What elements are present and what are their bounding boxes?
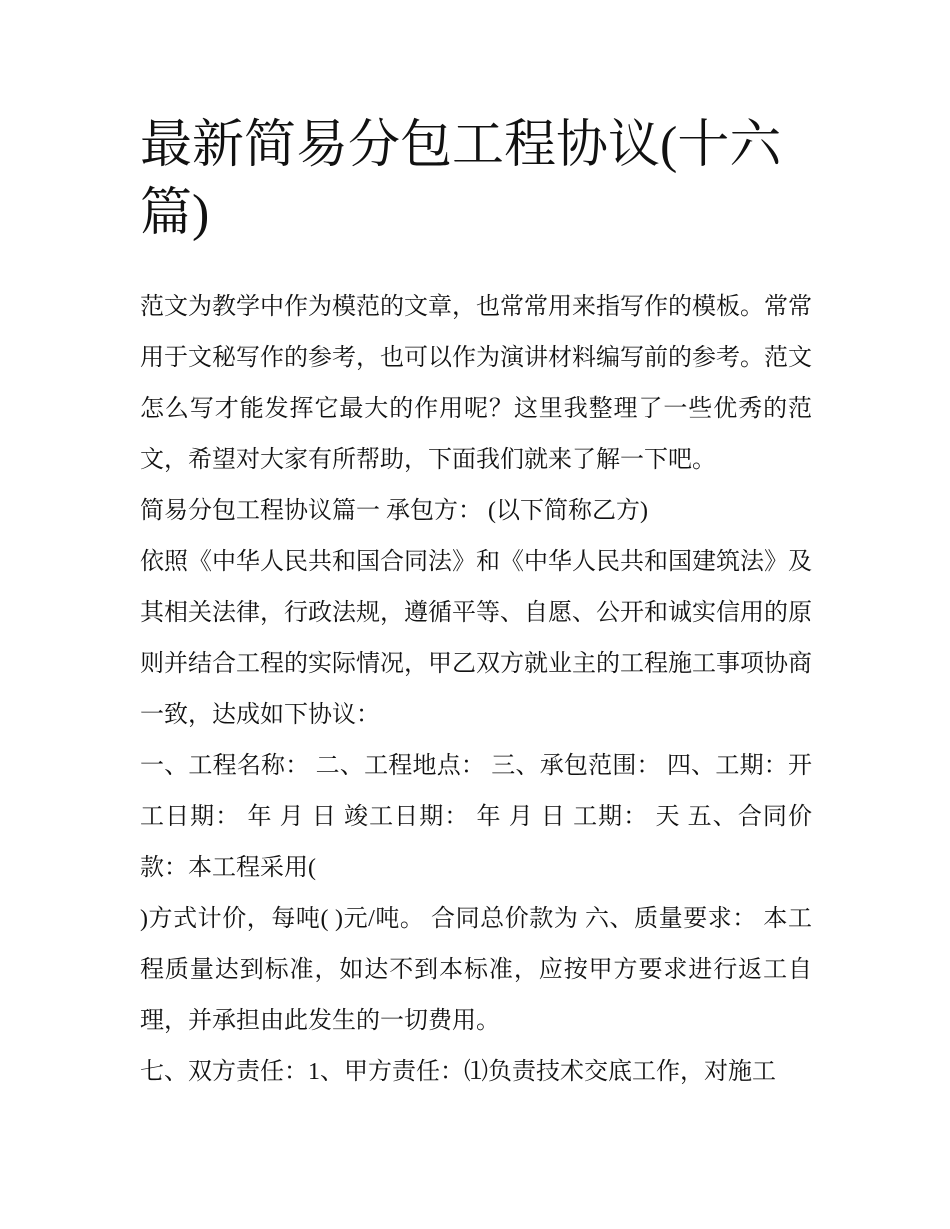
pricing-quality-paragraph: )方式计价，每吨( )元/吨。 合同总价款为 六、质量要求： 本工程质量达到标准，如达不到本标准，应按甲方要求进行返工自理，并承担由此发生的一切费用。 — [140, 906, 812, 1034]
legal-basis-paragraph: 依照《中华人民共和国合同法》和《中华人民共和国建筑法》及其相关法律，行政法规，遵循平等、自愿、公开和诚实信用的原则并结合工程的实际情况，甲乙双方就业主的工程施工事项协商一致，达成如下协议： — [140, 549, 812, 728]
document-body — [140, 112, 812, 1098]
project-terms-paragraph: 一、工程名称： 二、工程地点： 三、承包范围： 四、工期：开工日期： 年 月 日 竣工日期： 年 月 日 工期： 天 五、合同价款：本工程采用( — [140, 753, 812, 881]
document-title: 最新简易分包工程协议(十六篇) — [140, 117, 782, 242]
agreement-heading-paragraph: 简易分包工程协议篇一 承包方： (以下简称乙方) — [140, 498, 648, 524]
responsibilities-paragraph: 七、双方责任：1、甲方责任：⑴负责技术交底工作，对施工 — [140, 1059, 776, 1085]
intro-paragraph: 范文为教学中作为模范的文章，也常常用来指写作的模板。常常用于文秘写作的参考，也可以作为演讲材料编写前的参考。范文怎么写才能发挥它最大的作用呢？这里我整理了一些优秀的范文，希望对大家有所帮助，下面我们就来了解一下吧。 — [140, 294, 812, 473]
